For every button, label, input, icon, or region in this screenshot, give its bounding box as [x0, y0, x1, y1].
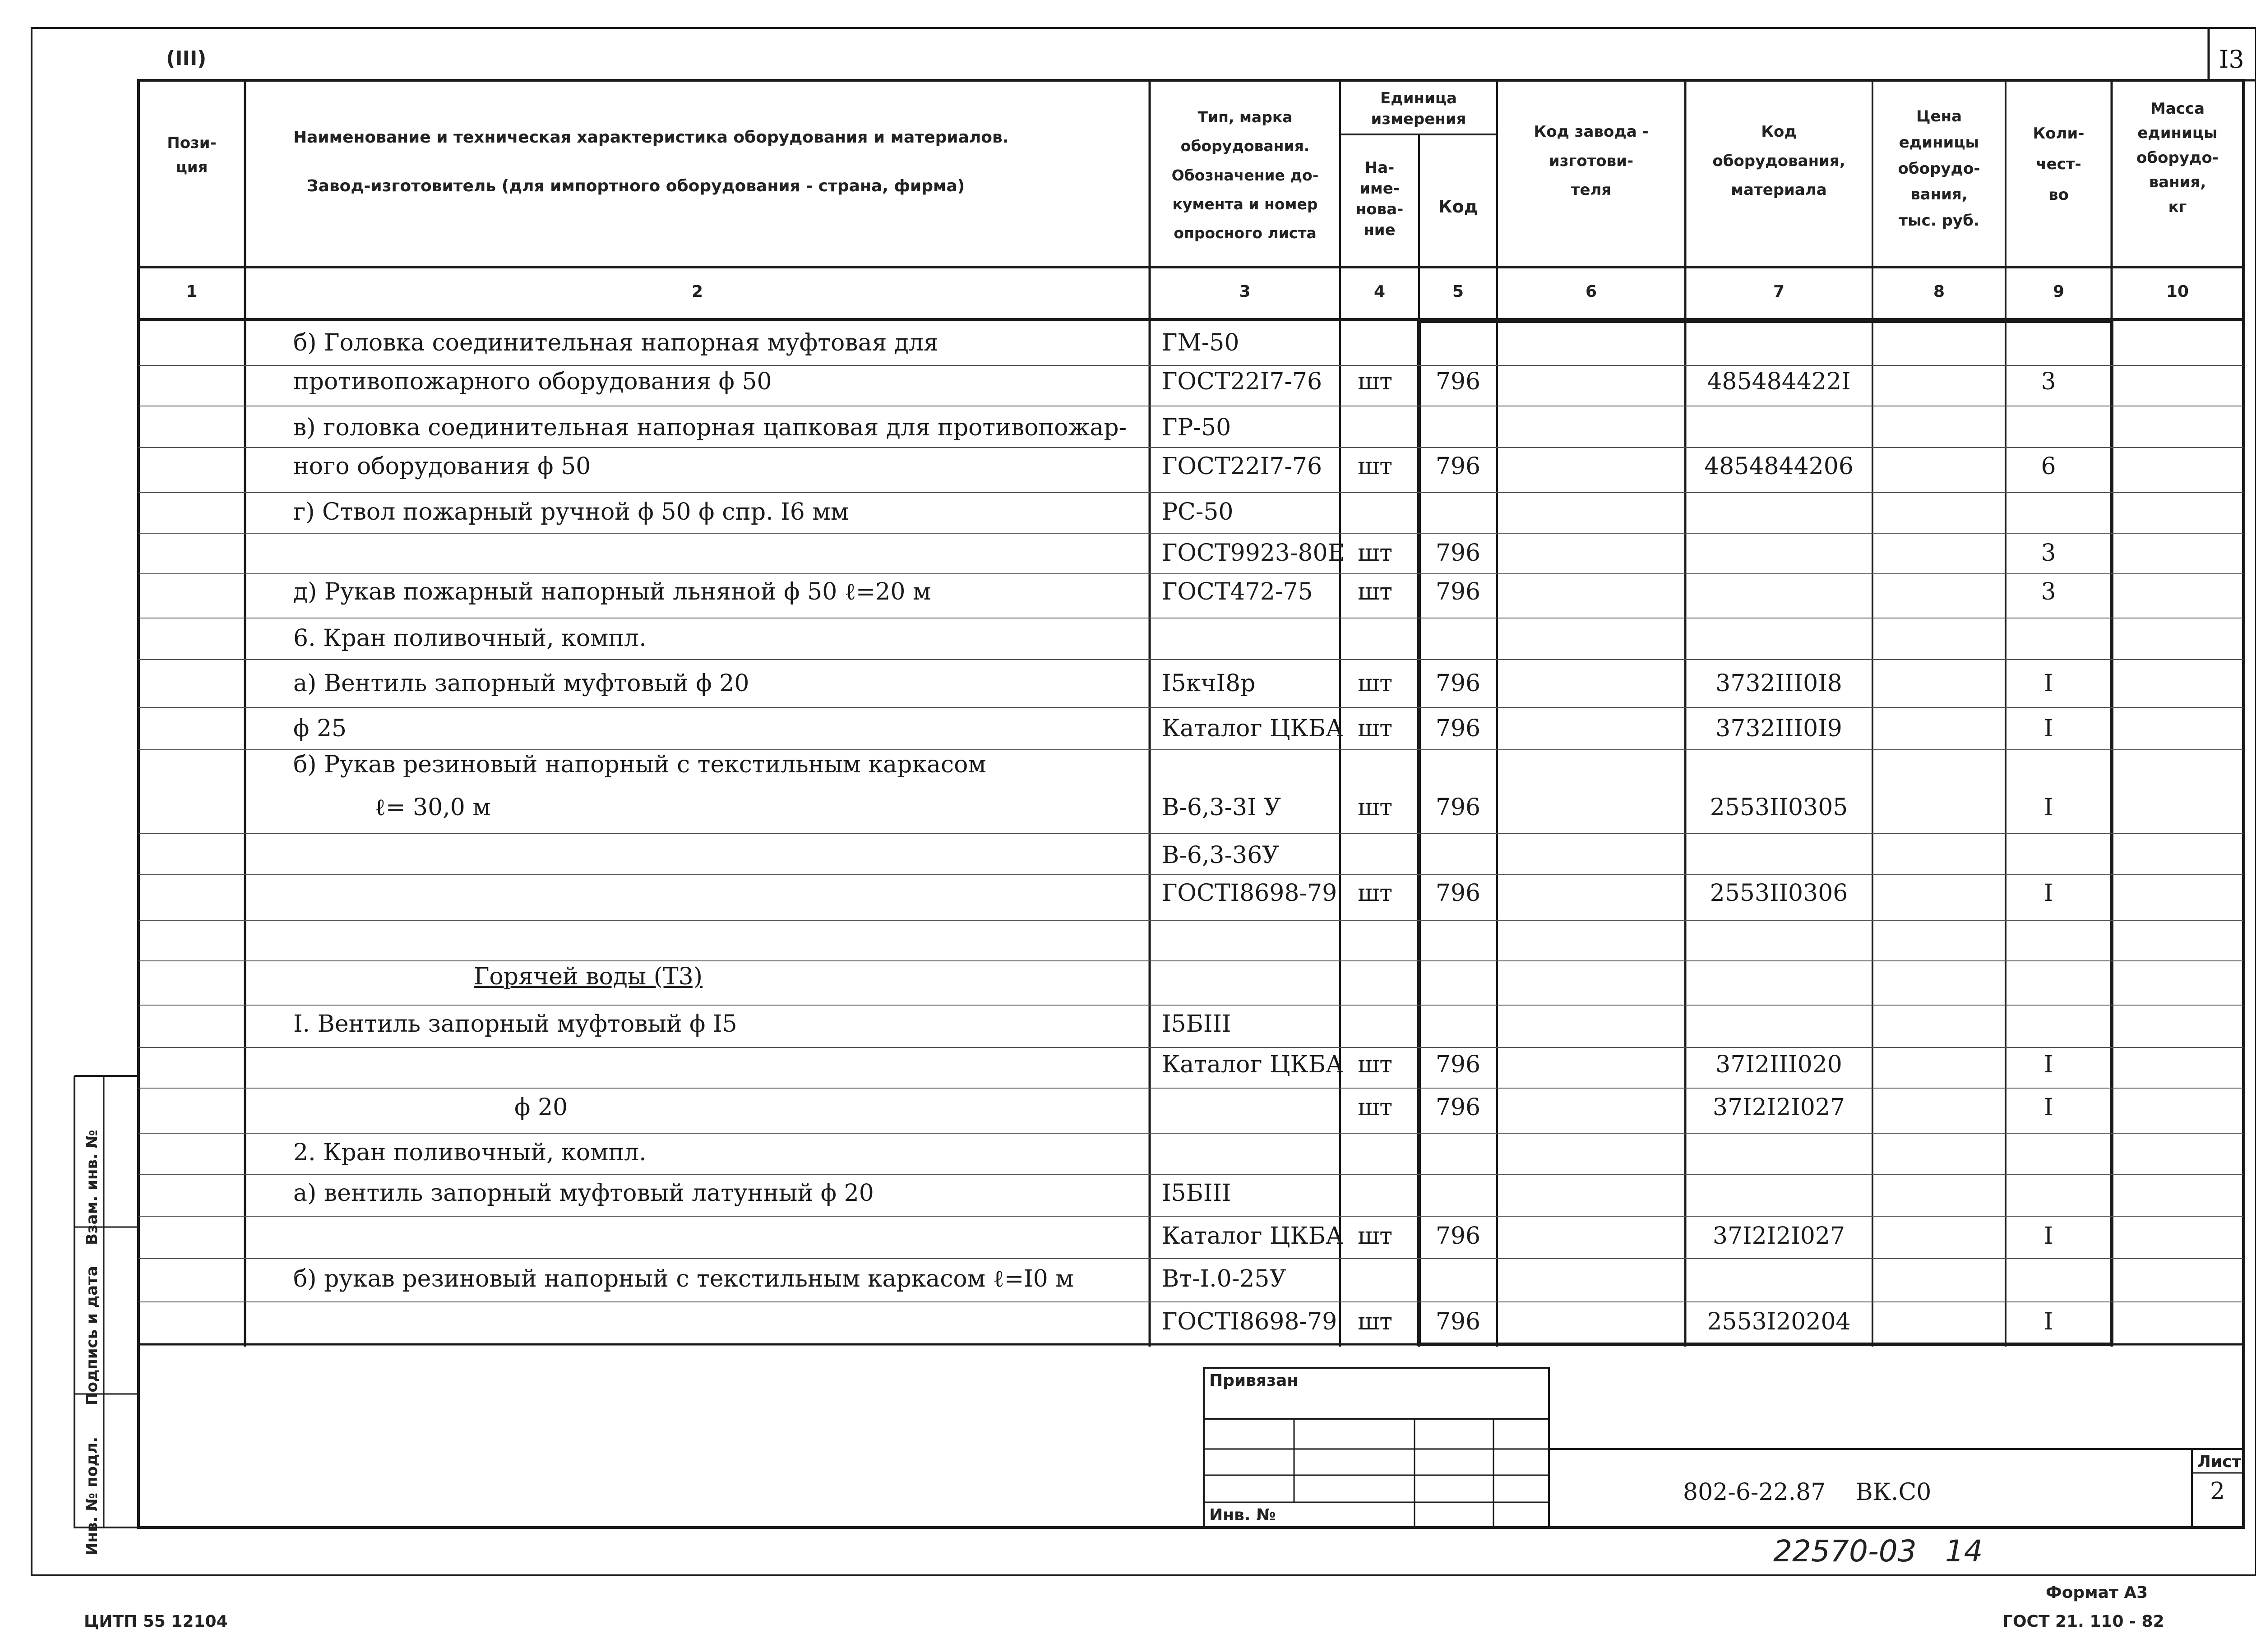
row-type: I5кчI8р: [1162, 670, 1256, 697]
row-type: I5БIII: [1162, 1011, 1231, 1038]
row-type: ГОСТ472-75: [1162, 578, 1313, 605]
row-type: ГОСТ9923-80Е: [1162, 540, 1345, 567]
row-type: В-6,3-36У: [1162, 842, 1279, 869]
row-material-code: 3732III0I8: [1715, 670, 1842, 697]
row-type: Каталог ЦКБА: [1162, 715, 1344, 742]
header-factory-code: Код завода - изготови- теля: [1534, 123, 1649, 199]
row-material-code: 2553I20204: [1707, 1308, 1851, 1335]
row-unit: шт: [1357, 1308, 1393, 1335]
sheet-mark: (III): [166, 47, 207, 70]
row-type: Вт-I.0-25У: [1162, 1265, 1287, 1292]
row-quantity: I: [2043, 1308, 2053, 1335]
row-type: Каталог ЦКБА: [1162, 1223, 1344, 1250]
col-number: 4: [1373, 282, 1386, 301]
row-quantity: I: [2043, 1223, 2053, 1250]
row-quantity: 6: [2041, 453, 2056, 480]
header-name-line2: Завод-изготовитель (для импортного оборудования - страна, фирма): [307, 177, 965, 195]
sheet-number: 2: [2210, 1478, 2225, 1505]
header-mass: Масса единицы оборудо- вания, кг: [2136, 100, 2219, 216]
row-unit-code: 796: [1435, 368, 1481, 395]
row-unit: шт: [1357, 1051, 1393, 1078]
row-name: I. Вентиль запорный муфтовый ϕ I5: [293, 1011, 737, 1038]
row-type: Каталог ЦКБА: [1162, 1051, 1344, 1078]
side-label-signature-date: Подпись и дата: [83, 1266, 101, 1405]
row-quantity: I: [2043, 670, 2053, 697]
page-number: I3: [2219, 45, 2244, 74]
col-number: 5: [1452, 282, 1464, 301]
row-type: В-6,3-3I У: [1162, 794, 1281, 821]
row-name: г) Ствол пожарный ручной ϕ 50 ϕ спр. I6 мм: [293, 498, 849, 526]
row-unit-code: 796: [1435, 880, 1481, 907]
gost-label: ГОСТ 21. 110 - 82: [2002, 1612, 2164, 1631]
row-name: 2. Кран поливочный, компл.: [293, 1139, 647, 1166]
row-quantity: 3: [2041, 540, 2056, 567]
format-label: Формат А3: [2046, 1583, 2148, 1602]
row-name: а) Вентиль запорный муфтовый ϕ 20: [293, 670, 749, 697]
col-number: 2: [691, 282, 703, 301]
row-unit-code: 796: [1435, 715, 1481, 742]
sheet-label: Лист: [2197, 1453, 2242, 1471]
header-quantity: Коли- чест- во: [2033, 125, 2085, 204]
row-unit-code: 796: [1435, 670, 1481, 697]
row-unit: шт: [1357, 715, 1393, 742]
col-number: 9: [2053, 282, 2065, 301]
header-unit-code: Код: [1438, 197, 1478, 217]
row-unit: шт: [1357, 670, 1393, 697]
row-name: 6. Кран поливочный, компл.: [293, 625, 647, 652]
row-material-code: 37I2III020: [1715, 1051, 1842, 1078]
col-number: 10: [2166, 282, 2189, 301]
row-name: в) головка соединительная напорная цапковая для противопожар-: [293, 414, 1127, 441]
row-unit: шт: [1357, 1223, 1393, 1250]
row-quantity: I: [2043, 1051, 2053, 1078]
row-quantity: 3: [2041, 368, 2056, 395]
col-number: 3: [1239, 282, 1251, 301]
stamp-inv-no: Инв. №: [1209, 1506, 1276, 1524]
header-material-code: Код оборудования, материала: [1712, 123, 1845, 199]
row-material-code: 485484422I: [1707, 368, 1851, 395]
header-type: Тип, марка оборудования. Обозначение до- кумента и номер опросного листа: [1171, 108, 1319, 242]
row-unit: шт: [1357, 794, 1393, 821]
header-position: Пози- ция: [167, 134, 217, 177]
document-code: 802-6-22.87 ВК.С0: [1683, 1479, 1932, 1506]
row-material-code: 4854844206: [1704, 453, 1854, 480]
footer-left-code: ЦИТП 55 12104: [84, 1612, 228, 1631]
row-type: РС-50: [1162, 498, 1234, 526]
row-unit: шт: [1357, 880, 1393, 907]
row-unit-code: 796: [1435, 794, 1481, 821]
row-material-code: 3732III0I9: [1715, 715, 1842, 742]
handwritten-number: 22570-03 14: [1773, 1534, 1983, 1569]
row-name: ℓ= 30,0 м: [374, 794, 491, 821]
row-quantity: I: [2043, 1094, 2053, 1121]
row-unit: шт: [1357, 453, 1393, 480]
row-quantity: I: [2043, 715, 2053, 742]
row-unit: шт: [1357, 1094, 1393, 1121]
row-quantity: 3: [2041, 578, 2056, 605]
row-name: а) вентиль запорный муфтовый латунный ϕ 20: [293, 1180, 874, 1207]
row-name: ϕ 25: [293, 715, 347, 742]
row-name: Горячей воды (Т3): [474, 963, 703, 990]
col-number: 1: [186, 282, 198, 301]
row-name: б) Рукав резиновый напорный с текстильным каркасом: [293, 751, 986, 778]
col-number: 6: [1585, 282, 1597, 301]
row-type: ГМ-50: [1162, 329, 1239, 356]
row-material-code: 37I2I2I027: [1712, 1223, 1845, 1250]
row-name: ного оборудования ϕ 50: [293, 453, 591, 480]
col-number: 7: [1773, 282, 1785, 301]
side-label-original-inv: Инв. № подл.: [83, 1436, 101, 1555]
row-material-code: 37I2I2I027: [1712, 1094, 1845, 1121]
row-name: д) Рукав пожарный напорный льняной ϕ 50 ℓ=20 м: [293, 578, 931, 605]
header-price: Цена единицы оборудо- вания, тыс. руб.: [1898, 107, 1980, 230]
row-type: ГР-50: [1162, 414, 1231, 441]
row-quantity: I: [2043, 794, 2053, 821]
row-type: ГОСТ22I7-76: [1162, 453, 1322, 480]
row-unit-code: 796: [1435, 1051, 1481, 1078]
row-unit-code: 796: [1435, 1308, 1481, 1335]
header-unit-name: На- име- нова- ние: [1355, 159, 1404, 239]
row-unit: шт: [1357, 578, 1393, 605]
row-unit: шт: [1357, 368, 1393, 395]
row-type: ГОСТI8698-79: [1162, 1308, 1337, 1335]
row-unit-code: 796: [1435, 1094, 1481, 1121]
side-label-replaced-inv: Взам. инв. №: [83, 1130, 101, 1245]
row-name: б) Головка соединительная напорная муфтовая для: [293, 329, 938, 356]
row-type: I5БIII: [1162, 1180, 1231, 1207]
row-material-code: 2553II0306: [1710, 880, 1848, 907]
row-type: ГОСТI8698-79: [1162, 880, 1337, 907]
row-unit-code: 796: [1435, 1223, 1481, 1250]
stamp-privyazan: Привязан: [1209, 1371, 1299, 1390]
row-unit-code: 796: [1435, 540, 1481, 567]
header-name-line1: Наименование и техническая характеристика оборудования и материалов.: [293, 128, 1009, 147]
header-unit: Единица измерения: [1371, 89, 1466, 128]
row-name: ϕ 20: [514, 1094, 568, 1121]
row-type: ГОСТ22I7-76: [1162, 368, 1322, 395]
row-name: б) рукав резиновый напорный с текстильным каркасом ℓ=I0 м: [293, 1265, 1074, 1292]
row-name: противопожарного оборудования ϕ 50: [293, 368, 772, 395]
row-unit-code: 796: [1435, 453, 1481, 480]
row-unit-code: 796: [1435, 578, 1481, 605]
row-quantity: I: [2043, 880, 2053, 907]
row-unit: шт: [1357, 540, 1393, 567]
row-material-code: 2553II0305: [1710, 794, 1848, 821]
col-number: 8: [1933, 282, 1945, 301]
